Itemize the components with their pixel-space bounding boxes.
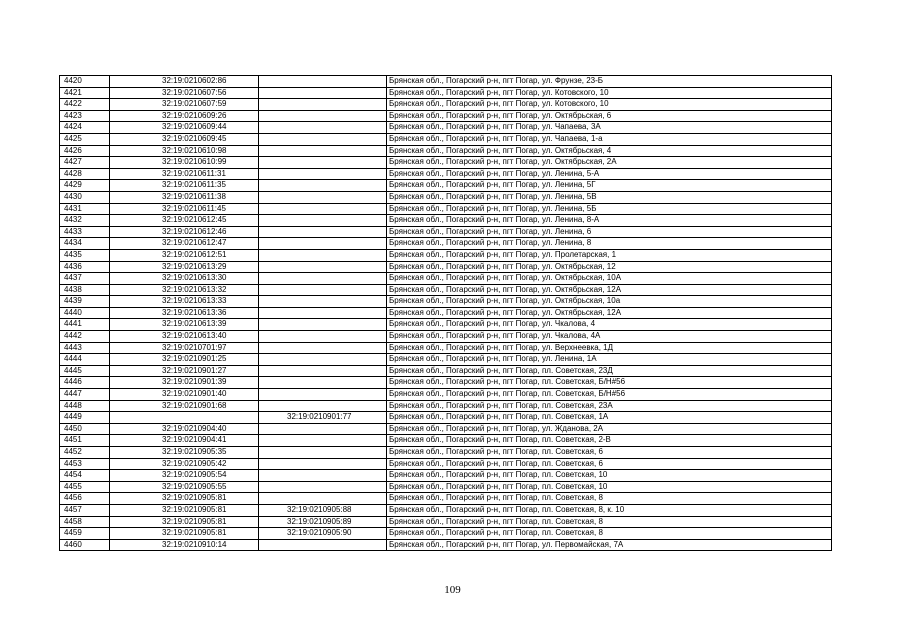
cell-cadastral-number: 32:19:0210613:39: [110, 319, 259, 331]
cell-linked-cadastral-number: [259, 342, 387, 354]
table-row: [60, 168, 832, 180]
cell-cadastral-number: 32:19:0210609:45: [110, 133, 259, 145]
cell-address: Брянская обл., Погарский р-н, пгт Погар, ул. Октябрьская, 4: [387, 145, 832, 157]
cell-linked-cadastral-number: [259, 157, 387, 169]
cell-address: Брянская обл., Погарский р-н, пгт Погар, ул. Чкалова, 4: [387, 319, 832, 331]
cell-cadastral-number: 32:19:0210610:99: [110, 157, 259, 169]
cell-address: Брянская обл., Погарский р-н, пгт Погар, ул. Котовского, 10: [387, 87, 832, 99]
cell-address: Брянская обл., Погарский р-н, пгт Погар, пл. Советская, 8, к. 10: [387, 504, 832, 516]
cell-number: 4459: [60, 528, 110, 540]
cell-cadastral-number: 32:19:0210613:36: [110, 307, 259, 319]
cell-address: Брянская обл., Погарский р-н, пгт Погар, пл. Советская, 10: [387, 470, 832, 482]
cell-linked-cadastral-number: [259, 99, 387, 111]
cell-linked-cadastral-number: 32:19:0210905:90: [259, 528, 387, 540]
cell-number: 4433: [60, 226, 110, 238]
cell-number: 4457: [60, 504, 110, 516]
cell-cadastral-number: 32:19:0210901:68: [110, 400, 259, 412]
cell-linked-cadastral-number: [259, 145, 387, 157]
cell-address: Брянская обл., Погарский р-н, пгт Погар, ул. Ленина, 8: [387, 238, 832, 250]
cell-linked-cadastral-number: [259, 470, 387, 482]
cell-address: Брянская обл., Погарский р-н, пгт Погар, пл. Советская, 6: [387, 458, 832, 470]
cell-linked-cadastral-number: [259, 249, 387, 261]
cell-number: 4446: [60, 377, 110, 389]
table-row: [60, 342, 832, 354]
cell-cadastral-number: 32:19:0210905:81: [110, 493, 259, 505]
cell-address: Брянская обл., Погарский р-н, пгт Погар, пл. Советская, 23Д: [387, 365, 832, 377]
table-row: [60, 76, 832, 88]
cell-number: 4451: [60, 435, 110, 447]
cell-cadastral-number: 32:19:0210613:32: [110, 284, 259, 296]
cell-number: 4435: [60, 249, 110, 261]
cell-number: 4437: [60, 273, 110, 285]
cell-address: Брянская обл., Погарский р-н, пгт Погар, пл. Советская, 8: [387, 528, 832, 540]
cell-cadastral-number: 32:19:0210901:40: [110, 389, 259, 401]
table-body: [60, 76, 832, 551]
cell-address: Брянская обл., Погарский р-н, пгт Погар, ул. Октябрьская, 10а: [387, 296, 832, 308]
cell-cadastral-number: 32:19:0210701:97: [110, 342, 259, 354]
cell-linked-cadastral-number: [259, 377, 387, 389]
cell-address: Брянская обл., Погарский р-н, пгт Погар, ул. Ленина, 6: [387, 226, 832, 238]
cell-linked-cadastral-number: [259, 180, 387, 192]
cell-address: Брянская обл., Погарский р-н, пгт Погар, ул. Фрунзе, 23-Б: [387, 76, 832, 88]
table-row: [60, 180, 832, 192]
cell-linked-cadastral-number: [259, 423, 387, 435]
table-row: [60, 110, 832, 122]
cell-linked-cadastral-number: [259, 400, 387, 412]
cell-cadastral-number: 32:19:0210612:46: [110, 226, 259, 238]
table-row: [60, 215, 832, 227]
cell-address: Брянская обл., Погарский р-н, пгт Погар, ул. Октябрьская, 6: [387, 110, 832, 122]
table-row: [60, 493, 832, 505]
cell-linked-cadastral-number: [259, 122, 387, 134]
cell-linked-cadastral-number: 32:19:0210901:77: [259, 412, 387, 424]
table-row: [60, 458, 832, 470]
cell-address: Брянская обл., Погарский р-н, пгт Погар, ул. Ленина, 5Г: [387, 180, 832, 192]
cell-cadastral-number: 32:19:0210610:98: [110, 145, 259, 157]
table-row: [60, 447, 832, 459]
cell-linked-cadastral-number: [259, 203, 387, 215]
cell-cadastral-number: 32:19:0210611:31: [110, 168, 259, 180]
cell-number: 4445: [60, 365, 110, 377]
cell-address: Брянская обл., Погарский р-н, пгт Погар, ул. Чапаева, 3А: [387, 122, 832, 134]
cell-cadastral-number: 32:19:0210901:25: [110, 354, 259, 366]
cell-linked-cadastral-number: [259, 168, 387, 180]
cell-linked-cadastral-number: [259, 238, 387, 250]
cell-address: Брянская обл., Погарский р-н, пгт Погар, ул. Октябрьская, 10А: [387, 273, 832, 285]
cell-number: 4449: [60, 412, 110, 424]
cell-linked-cadastral-number: [259, 87, 387, 99]
cell-cadastral-number: 32:19:0210609:26: [110, 110, 259, 122]
cell-cadastral-number: 32:19:0210607:59: [110, 99, 259, 111]
table-row: [60, 504, 832, 516]
registry-table: [59, 75, 832, 551]
cell-cadastral-number: 32:19:0210613:40: [110, 331, 259, 343]
table-row: [60, 400, 832, 412]
cell-cadastral-number: 32:19:0210613:33: [110, 296, 259, 308]
cell-address: Брянская обл., Погарский р-н, пгт Погар, ул. Жданова, 2А: [387, 423, 832, 435]
cell-number: 4434: [60, 238, 110, 250]
cell-linked-cadastral-number: [259, 481, 387, 493]
table-row: [60, 122, 832, 134]
cell-cadastral-number: 32:19:0210905:81: [110, 504, 259, 516]
cell-linked-cadastral-number: [259, 539, 387, 551]
cell-linked-cadastral-number: [259, 273, 387, 285]
cell-address: Брянская обл., Погарский р-н, пгт Погар, пл. Советская, Б/Н#56: [387, 377, 832, 389]
table-row: [60, 191, 832, 203]
cell-linked-cadastral-number: [259, 447, 387, 459]
cell-linked-cadastral-number: [259, 226, 387, 238]
cell-linked-cadastral-number: [259, 284, 387, 296]
table-row: [60, 331, 832, 343]
cell-cadastral-number: 32:19:0210613:30: [110, 273, 259, 285]
table-row: [60, 423, 832, 435]
cell-number: 4455: [60, 481, 110, 493]
cell-address: Брянская обл., Погарский р-н, пгт Погар, пл. Советская, 2-В: [387, 435, 832, 447]
cell-number: 4429: [60, 180, 110, 192]
cell-number: 4440: [60, 307, 110, 319]
cell-address: Брянская обл., Погарский р-н, пгт Погар, ул. Октябрьская, 12А: [387, 307, 832, 319]
cell-number: 4438: [60, 284, 110, 296]
cell-cadastral-number: 32:19:0210905:55: [110, 481, 259, 493]
cell-address: Брянская обл., Погарский р-н, пгт Погар, пл. Советская, 10: [387, 481, 832, 493]
table-row: [60, 284, 832, 296]
table-row: [60, 481, 832, 493]
cell-number: 4427: [60, 157, 110, 169]
cell-number: 4436: [60, 261, 110, 273]
cell-linked-cadastral-number: [259, 307, 387, 319]
cell-number: 4432: [60, 215, 110, 227]
cell-linked-cadastral-number: [259, 261, 387, 273]
cell-number: 4458: [60, 516, 110, 528]
table-row: [60, 133, 832, 145]
cell-address: Брянская обл., Погарский р-н, пгт Погар, ул. Первомайская, 7А: [387, 539, 832, 551]
cell-cadastral-number: 32:19:0210910:14: [110, 539, 259, 551]
cell-cadastral-number: 32:19:0210611:45: [110, 203, 259, 215]
cell-number: 4421: [60, 87, 110, 99]
cell-linked-cadastral-number: 32:19:0210905:89: [259, 516, 387, 528]
cell-address: Брянская обл., Погарский р-н, пгт Погар, ул. Октябрьская, 12: [387, 261, 832, 273]
cell-address: Брянская обл., Погарский р-н, пгт Погар, пл. Советская, Б/Н#56: [387, 389, 832, 401]
cell-address: Брянская обл., Погарский р-н, пгт Погар, ул. Ленина, 5-А: [387, 168, 832, 180]
table-row: [60, 319, 832, 331]
table-row: [60, 226, 832, 238]
cell-cadastral-number: [110, 412, 259, 424]
cell-address: Брянская обл., Погарский р-н, пгт Погар, пл. Советская, 8: [387, 516, 832, 528]
cell-linked-cadastral-number: [259, 296, 387, 308]
cell-address: Брянская обл., Погарский р-н, пгт Погар, ул. Ленина, 5В: [387, 191, 832, 203]
table-row: [60, 435, 832, 447]
cell-cadastral-number: 32:19:0210611:38: [110, 191, 259, 203]
cell-linked-cadastral-number: 32:19:0210905:88: [259, 504, 387, 516]
cell-number: 4431: [60, 203, 110, 215]
cell-address: Брянская обл., Погарский р-н, пгт Погар, ул. Ленина, 5Б: [387, 203, 832, 215]
cell-number: 4456: [60, 493, 110, 505]
cell-linked-cadastral-number: [259, 435, 387, 447]
table-row: [60, 99, 832, 111]
cell-linked-cadastral-number: [259, 110, 387, 122]
cell-number: 4439: [60, 296, 110, 308]
cell-cadastral-number: 32:19:0210905:81: [110, 516, 259, 528]
cell-linked-cadastral-number: [259, 76, 387, 88]
cell-address: Брянская обл., Погарский р-н, пгт Погар, ул. Ленина, 8-А: [387, 215, 832, 227]
table-row: [60, 528, 832, 540]
cell-number: 4425: [60, 133, 110, 145]
cell-linked-cadastral-number: [259, 354, 387, 366]
cell-address: Брянская обл., Погарский р-н, пгт Погар, пл. Советская, 23А: [387, 400, 832, 412]
table-row: [60, 273, 832, 285]
table-row: [60, 203, 832, 215]
table-row: [60, 389, 832, 401]
cell-cadastral-number: 32:19:0210609:44: [110, 122, 259, 134]
table-row: [60, 157, 832, 169]
cell-linked-cadastral-number: [259, 331, 387, 343]
table-row: [60, 377, 832, 389]
cell-cadastral-number: 32:19:0210602:86: [110, 76, 259, 88]
cell-linked-cadastral-number: [259, 365, 387, 377]
cell-cadastral-number: 32:19:0210612:45: [110, 215, 259, 227]
cell-cadastral-number: 32:19:0210612:51: [110, 249, 259, 261]
cell-number: 4444: [60, 354, 110, 366]
table-row: [60, 249, 832, 261]
cell-number: 4454: [60, 470, 110, 482]
cell-number: 4450: [60, 423, 110, 435]
cell-number: 4441: [60, 319, 110, 331]
table-row: [60, 87, 832, 99]
cell-number: 4443: [60, 342, 110, 354]
cell-address: Брянская обл., Погарский р-н, пгт Погар, пл. Советская, 6: [387, 447, 832, 459]
cell-linked-cadastral-number: [259, 389, 387, 401]
cell-cadastral-number: 32:19:0210905:81: [110, 528, 259, 540]
cell-number: 4448: [60, 400, 110, 412]
cell-cadastral-number: 32:19:0210905:42: [110, 458, 259, 470]
cell-address: Брянская обл., Погарский р-н, пгт Погар, пл. Советская, 1А: [387, 412, 832, 424]
cell-cadastral-number: 32:19:0210611:35: [110, 180, 259, 192]
cell-number: 4452: [60, 447, 110, 459]
table-row: [60, 354, 832, 366]
cell-number: 4447: [60, 389, 110, 401]
cell-number: 4428: [60, 168, 110, 180]
table-row: [60, 516, 832, 528]
cell-cadastral-number: 32:19:0210905:35: [110, 447, 259, 459]
table-row: [60, 238, 832, 250]
table-row: [60, 261, 832, 273]
cell-number: 4422: [60, 99, 110, 111]
table-row: [60, 412, 832, 424]
table-row: [60, 470, 832, 482]
cell-address: Брянская обл., Погарский р-н, пгт Погар, ул. Чкалова, 4А: [387, 331, 832, 343]
table-row: [60, 296, 832, 308]
cell-cadastral-number: 32:19:0210901:27: [110, 365, 259, 377]
cell-address: Брянская обл., Погарский р-н, пгт Погар, пл. Советская, 8: [387, 493, 832, 505]
cell-number: 4460: [60, 539, 110, 551]
cell-cadastral-number: 32:19:0210905:54: [110, 470, 259, 482]
table-row: [60, 145, 832, 157]
cell-linked-cadastral-number: [259, 458, 387, 470]
table-row: [60, 307, 832, 319]
cell-number: 4420: [60, 76, 110, 88]
cell-cadastral-number: 32:19:0210904:41: [110, 435, 259, 447]
cell-address: Брянская обл., Погарский р-н, пгт Погар, ул. Чапаева, 1-а: [387, 133, 832, 145]
table-row: [60, 539, 832, 551]
cell-linked-cadastral-number: [259, 493, 387, 505]
cell-number: 4430: [60, 191, 110, 203]
page-number: 109: [444, 584, 461, 596]
cell-cadastral-number: 32:19:0210613:29: [110, 261, 259, 273]
cell-number: 4426: [60, 145, 110, 157]
cell-address: Брянская обл., Погарский р-н, пгт Погар, ул. Пролетарская, 1: [387, 249, 832, 261]
cell-cadastral-number: 32:19:0210904:40: [110, 423, 259, 435]
cell-linked-cadastral-number: [259, 133, 387, 145]
cell-linked-cadastral-number: [259, 215, 387, 227]
cell-address: Брянская обл., Погарский р-н, пгт Погар, ул. Октябрьская, 2А: [387, 157, 832, 169]
cell-address: Брянская обл., Погарский р-н, пгт Погар, ул. Октябрьская, 12А: [387, 284, 832, 296]
cell-cadastral-number: 32:19:0210612:47: [110, 238, 259, 250]
cell-address: Брянская обл., Погарский р-н, пгт Погар, ул. Верхнеевка, 1Д: [387, 342, 832, 354]
cell-cadastral-number: 32:19:0210607:56: [110, 87, 259, 99]
cell-linked-cadastral-number: [259, 319, 387, 331]
cell-number: 4442: [60, 331, 110, 343]
cell-number: 4453: [60, 458, 110, 470]
cell-number: 4424: [60, 122, 110, 134]
cell-number: 4423: [60, 110, 110, 122]
table-row: [60, 365, 832, 377]
cell-address: Брянская обл., Погарский р-н, пгт Погар, ул. Котовского, 10: [387, 99, 832, 111]
cell-address: Брянская обл., Погарский р-н, пгт Погар, ул. Ленина, 1А: [387, 354, 832, 366]
cell-linked-cadastral-number: [259, 191, 387, 203]
cell-cadastral-number: 32:19:0210901:39: [110, 377, 259, 389]
